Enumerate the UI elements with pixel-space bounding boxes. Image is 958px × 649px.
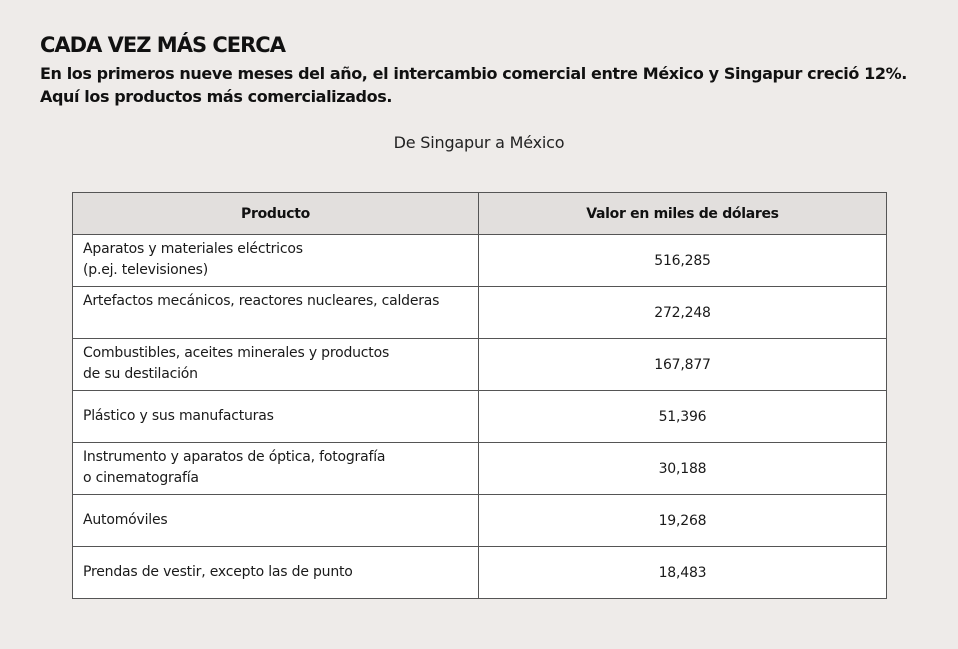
value-cell: 167,877 — [479, 339, 887, 391]
product-label: Prendas de vestir, excepto las de punto — [83, 564, 353, 580]
product-cell — [73, 339, 479, 391]
product-label: Artefactos mecánicos, reactores nucleares, calderas — [83, 293, 440, 309]
product-label: Aparatos y materiales eléctricos — [83, 241, 303, 257]
table-row — [73, 235, 887, 287]
product-label: Plástico y sus manufacturas — [83, 408, 274, 424]
table-body — [73, 235, 887, 599]
value-cell: 18,483 — [479, 547, 887, 599]
column-header-value: Valor en miles de dólares — [479, 193, 887, 235]
product-label: Combustibles, aceites minerales y productos — [83, 345, 390, 361]
product-label: Automóviles — [83, 512, 168, 528]
value-cell: 51,396 — [479, 391, 887, 443]
subtitle — [40, 62, 940, 108]
section-title: De Singapur a México — [393, 133, 565, 152]
column-header-product: Producto — [73, 193, 479, 235]
table-row — [73, 495, 887, 547]
product-label: de su destilación — [83, 366, 198, 382]
value-cell: 30,188 — [479, 443, 887, 495]
headline: CADA VEZ MÁS CERCA — [40, 33, 285, 57]
product-cell — [73, 443, 479, 495]
table-container — [72, 192, 886, 599]
table-row — [73, 339, 887, 391]
product-cell — [73, 547, 479, 599]
product-cell — [73, 391, 479, 443]
subtitle-line: En los primeros nueve meses del año, el intercambio comercial entre México y Singapur creció 12%. — [40, 64, 907, 83]
table-row — [73, 443, 887, 495]
product-cell — [73, 287, 479, 339]
value-cell: 272,248 — [479, 287, 887, 339]
table-row — [73, 391, 887, 443]
product-label: (p.ej. televisiones) — [83, 262, 208, 278]
value-cell: 19,268 — [479, 495, 887, 547]
value-cell: 516,285 — [479, 235, 887, 287]
product-label: Instrumento y aparatos de óptica, fotografía — [83, 449, 386, 465]
product-cell — [73, 495, 479, 547]
products-table — [72, 192, 887, 599]
table-header-row — [73, 193, 887, 235]
product-cell — [73, 235, 479, 287]
subtitle-line: Aquí los productos más comercializados. — [40, 87, 392, 106]
table-row — [73, 287, 887, 339]
table-row — [73, 547, 887, 599]
product-label: o cinematografía — [83, 470, 199, 486]
